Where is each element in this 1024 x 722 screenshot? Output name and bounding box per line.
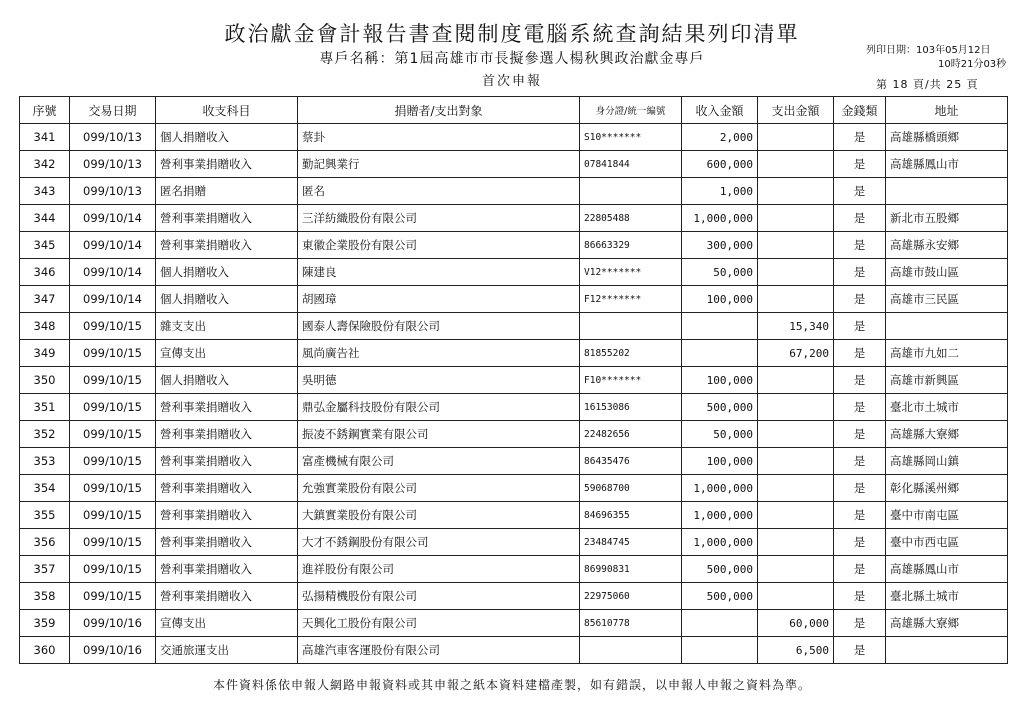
cell-id: 85610778 [580, 610, 682, 637]
print-time: 10時21分03秒 [938, 59, 1007, 70]
cell-address: 高雄縣鳳山市 [886, 151, 1008, 178]
cell-id [580, 637, 682, 664]
cell-date: 099/10/15 [70, 556, 156, 583]
print-info [866, 44, 1006, 72]
cell-subject: 個人捐贈收入 [156, 259, 298, 286]
cell-income: 50,000 [682, 259, 758, 286]
cell-date: 099/10/13 [70, 178, 156, 205]
cell-subject: 營利事業捐贈收入 [156, 529, 298, 556]
cell-cash: 是 [834, 124, 886, 151]
records-table [19, 96, 1008, 664]
cell-cash: 是 [834, 232, 886, 259]
cell-cash: 是 [834, 475, 886, 502]
cell-date: 099/10/15 [70, 394, 156, 421]
cell-address [886, 637, 1008, 664]
cell-expense [758, 205, 834, 232]
cell-no: 351 [20, 394, 70, 421]
cell-income: 300,000 [682, 232, 758, 259]
cell-id [580, 313, 682, 340]
cell-expense [758, 556, 834, 583]
cell-income: 600,000 [682, 151, 758, 178]
cell-date: 099/10/16 [70, 610, 156, 637]
cell-income: 1,000,000 [682, 475, 758, 502]
cell-donor: 天興化工股份有限公司 [298, 610, 580, 637]
cell-id: 16153086 [580, 394, 682, 421]
cell-no: 341 [20, 124, 70, 151]
cell-expense [758, 232, 834, 259]
cell-address: 高雄市新興區 [886, 367, 1008, 394]
cell-address: 高雄市九如二 [886, 340, 1008, 367]
cell-no: 356 [20, 529, 70, 556]
cell-cash: 是 [834, 394, 886, 421]
cell-subject: 個人捐贈收入 [156, 367, 298, 394]
cell-address: 高雄市鼓山區 [886, 259, 1008, 286]
cell-no: 348 [20, 313, 70, 340]
cell-donor: 蔡卦 [298, 124, 580, 151]
cell-date: 099/10/15 [70, 502, 156, 529]
cell-income [682, 340, 758, 367]
cell-date: 099/10/15 [70, 313, 156, 340]
cell-id: S10******* [580, 124, 682, 151]
cell-expense [758, 475, 834, 502]
cell-address: 高雄縣大寮鄉 [886, 421, 1008, 448]
cell-donor: 大才不銹鋼股份有限公司 [298, 529, 580, 556]
table-row [20, 529, 1008, 556]
table-row [20, 259, 1008, 286]
cell-income: 100,000 [682, 448, 758, 475]
table-row [20, 313, 1008, 340]
cell-donor: 風尚廣告社 [298, 340, 580, 367]
cell-address: 高雄市三民區 [886, 286, 1008, 313]
col-header-cash: 金錢類 [834, 97, 886, 124]
table-row [20, 205, 1008, 232]
cell-no: 360 [20, 637, 70, 664]
print-date: 列印日期：103年05月12日 [866, 45, 991, 56]
cell-id: 84696355 [580, 502, 682, 529]
cell-income [682, 610, 758, 637]
cell-income: 500,000 [682, 583, 758, 610]
cell-subject: 營利事業捐贈收入 [156, 583, 298, 610]
cell-id: 86435476 [580, 448, 682, 475]
cell-income [682, 637, 758, 664]
col-header-expense: 支出金額 [758, 97, 834, 124]
cell-income: 2,000 [682, 124, 758, 151]
cell-date: 099/10/16 [70, 637, 156, 664]
cell-subject: 匿名捐贈 [156, 178, 298, 205]
col-header-date: 交易日期 [70, 97, 156, 124]
cell-income: 1,000,000 [682, 205, 758, 232]
cell-expense [758, 259, 834, 286]
cell-expense [758, 421, 834, 448]
cell-cash: 是 [834, 340, 886, 367]
cell-subject: 營利事業捐贈收入 [156, 556, 298, 583]
cell-expense [758, 178, 834, 205]
cell-date: 099/10/15 [70, 340, 156, 367]
cell-address: 臺北市土城市 [886, 394, 1008, 421]
cell-donor: 大鎮實業股份有限公司 [298, 502, 580, 529]
cell-id [580, 178, 682, 205]
cell-date: 099/10/15 [70, 421, 156, 448]
table-row [20, 610, 1008, 637]
table-row [20, 448, 1008, 475]
cell-date: 099/10/15 [70, 583, 156, 610]
cell-subject: 個人捐贈收入 [156, 286, 298, 313]
cell-cash: 是 [834, 421, 886, 448]
cell-date: 099/10/13 [70, 124, 156, 151]
cell-donor: 匿名 [298, 178, 580, 205]
cell-address: 新北市五股鄉 [886, 205, 1008, 232]
table-row [20, 637, 1008, 664]
page-indicator: 第 18 頁/共 25 頁 [876, 78, 979, 91]
cell-donor: 弘揚精機股份有限公司 [298, 583, 580, 610]
cell-no: 358 [20, 583, 70, 610]
cell-subject: 交通旅運支出 [156, 637, 298, 664]
cell-donor: 胡國璋 [298, 286, 580, 313]
cell-expense [758, 286, 834, 313]
table-row [20, 340, 1008, 367]
cell-id: 23484745 [580, 529, 682, 556]
cell-address: 高雄縣鳳山市 [886, 556, 1008, 583]
cell-address: 彰化縣溪州鄉 [886, 475, 1008, 502]
cell-expense [758, 394, 834, 421]
cell-address [886, 178, 1008, 205]
report-type: 首次申報 [481, 74, 542, 89]
cell-subject: 營利事業捐贈收入 [156, 448, 298, 475]
cell-cash: 是 [834, 583, 886, 610]
cell-expense: 67,200 [758, 340, 834, 367]
cell-no: 343 [20, 178, 70, 205]
table-row [20, 286, 1008, 313]
cell-income: 1,000,000 [682, 529, 758, 556]
cell-income: 100,000 [682, 286, 758, 313]
cell-no: 342 [20, 151, 70, 178]
cell-date: 099/10/15 [70, 475, 156, 502]
cell-date: 099/10/15 [70, 448, 156, 475]
cell-no: 357 [20, 556, 70, 583]
table-row [20, 178, 1008, 205]
cell-cash: 是 [834, 637, 886, 664]
cell-no: 354 [20, 475, 70, 502]
cell-income: 50,000 [682, 421, 758, 448]
cell-cash: 是 [834, 286, 886, 313]
cell-no: 350 [20, 367, 70, 394]
table-row [20, 124, 1008, 151]
col-header-subject: 收支科目 [156, 97, 298, 124]
cell-address: 臺北縣土城市 [886, 583, 1008, 610]
cell-donor: 高雄汽車客運股份有限公司 [298, 637, 580, 664]
cell-expense [758, 448, 834, 475]
cell-date: 099/10/14 [70, 286, 156, 313]
cell-expense [758, 529, 834, 556]
cell-expense: 60,000 [758, 610, 834, 637]
cell-donor: 允強實業股份有限公司 [298, 475, 580, 502]
cell-income: 500,000 [682, 556, 758, 583]
col-header-address: 地址 [886, 97, 1008, 124]
cell-cash: 是 [834, 556, 886, 583]
cell-no: 359 [20, 610, 70, 637]
cell-expense [758, 151, 834, 178]
table-row [20, 394, 1008, 421]
cell-date: 099/10/14 [70, 259, 156, 286]
cell-date: 099/10/13 [70, 151, 156, 178]
table-row [20, 151, 1008, 178]
cell-income: 100,000 [682, 367, 758, 394]
cell-id: 59068700 [580, 475, 682, 502]
cell-income: 1,000 [682, 178, 758, 205]
col-header-income: 收入金額 [682, 97, 758, 124]
cell-address: 臺中市西屯區 [886, 529, 1008, 556]
cell-date: 099/10/14 [70, 205, 156, 232]
cell-address: 臺中市南屯區 [886, 502, 1008, 529]
cell-address [886, 313, 1008, 340]
cell-no: 349 [20, 340, 70, 367]
cell-cash: 是 [834, 313, 886, 340]
cell-donor: 富產機械有限公司 [298, 448, 580, 475]
cell-id: 86663329 [580, 232, 682, 259]
cell-subject: 營利事業捐贈收入 [156, 394, 298, 421]
table-row [20, 556, 1008, 583]
cell-income: 500,000 [682, 394, 758, 421]
cell-address: 高雄縣大寮鄉 [886, 610, 1008, 637]
cell-donor: 陳建良 [298, 259, 580, 286]
cell-subject: 宣傳支出 [156, 610, 298, 637]
cell-no: 355 [20, 502, 70, 529]
table-row [20, 232, 1008, 259]
cell-id: 81855202 [580, 340, 682, 367]
table-header-row [20, 97, 1008, 124]
cell-address: 高雄縣岡山鎮 [886, 448, 1008, 475]
table-row [20, 475, 1008, 502]
cell-date: 099/10/14 [70, 232, 156, 259]
cell-cash: 是 [834, 448, 886, 475]
cell-id: 22805488 [580, 205, 682, 232]
cell-expense [758, 367, 834, 394]
col-header-donor: 捐贈者/支出對象 [298, 97, 580, 124]
cell-cash: 是 [834, 529, 886, 556]
cell-no: 344 [20, 205, 70, 232]
cell-subject: 營利事業捐贈收入 [156, 475, 298, 502]
cell-no: 353 [20, 448, 70, 475]
cell-donor: 鼎弘金屬科技股份有限公司 [298, 394, 580, 421]
cell-address: 高雄縣永安鄉 [886, 232, 1008, 259]
cell-id: F10******* [580, 367, 682, 394]
col-header-no: 序號 [20, 97, 70, 124]
cell-subject: 雜支支出 [156, 313, 298, 340]
table-row [20, 421, 1008, 448]
table-row [20, 367, 1008, 394]
cell-donor: 振凌不銹鋼實業有限公司 [298, 421, 580, 448]
account-name: 專戶名稱：第1屆高雄市市長擬參選人楊秋興政治獻金專戶 [319, 51, 705, 67]
report-title: 政治獻金會計報告書查閱制度電腦系統查詢結果列印清單 [224, 22, 800, 46]
cell-income: 1,000,000 [682, 502, 758, 529]
cell-donor: 東徽企業股份有限公司 [298, 232, 580, 259]
cell-expense [758, 124, 834, 151]
cell-date: 099/10/15 [70, 367, 156, 394]
cell-subject: 營利事業捐贈收入 [156, 205, 298, 232]
cell-no: 346 [20, 259, 70, 286]
cell-id: V12******* [580, 259, 682, 286]
cell-expense [758, 502, 834, 529]
cell-address: 高雄縣橋頭鄉 [886, 124, 1008, 151]
cell-no: 347 [20, 286, 70, 313]
cell-donor: 勤記興業行 [298, 151, 580, 178]
cell-donor: 三洋紡織股份有限公司 [298, 205, 580, 232]
cell-cash: 是 [834, 259, 886, 286]
cell-expense: 6,500 [758, 637, 834, 664]
cell-donor: 進祥股份有限公司 [298, 556, 580, 583]
cell-cash: 是 [834, 205, 886, 232]
cell-id: 86990831 [580, 556, 682, 583]
cell-id: 07841844 [580, 151, 682, 178]
cell-subject: 營利事業捐贈收入 [156, 151, 298, 178]
cell-no: 345 [20, 232, 70, 259]
cell-donor: 吳明德 [298, 367, 580, 394]
footer-note: 本件資料係依申報人網路申報資料或其申報之紙本資料建檔產製，如有錯誤，以申報人申報之資料為準。 [212, 678, 811, 692]
cell-subject: 營利事業捐贈收入 [156, 421, 298, 448]
table-row [20, 502, 1008, 529]
cell-expense: 15,340 [758, 313, 834, 340]
cell-cash: 是 [834, 178, 886, 205]
cell-cash: 是 [834, 502, 886, 529]
cell-subject: 個人捐贈收入 [156, 124, 298, 151]
cell-cash: 是 [834, 151, 886, 178]
cell-income [682, 313, 758, 340]
cell-subject: 營利事業捐贈收入 [156, 502, 298, 529]
cell-cash: 是 [834, 367, 886, 394]
cell-id: 22482656 [580, 421, 682, 448]
cell-date: 099/10/15 [70, 529, 156, 556]
cell-no: 352 [20, 421, 70, 448]
cell-id: 22975060 [580, 583, 682, 610]
cell-cash: 是 [834, 610, 886, 637]
cell-subject: 營利事業捐贈收入 [156, 232, 298, 259]
cell-id: F12******* [580, 286, 682, 313]
table-row [20, 583, 1008, 610]
cell-donor: 國泰人壽保險股份有限公司 [298, 313, 580, 340]
cell-subject: 宣傳支出 [156, 340, 298, 367]
col-header-id: 身分證/統一編號 [580, 97, 682, 124]
cell-expense [758, 583, 834, 610]
